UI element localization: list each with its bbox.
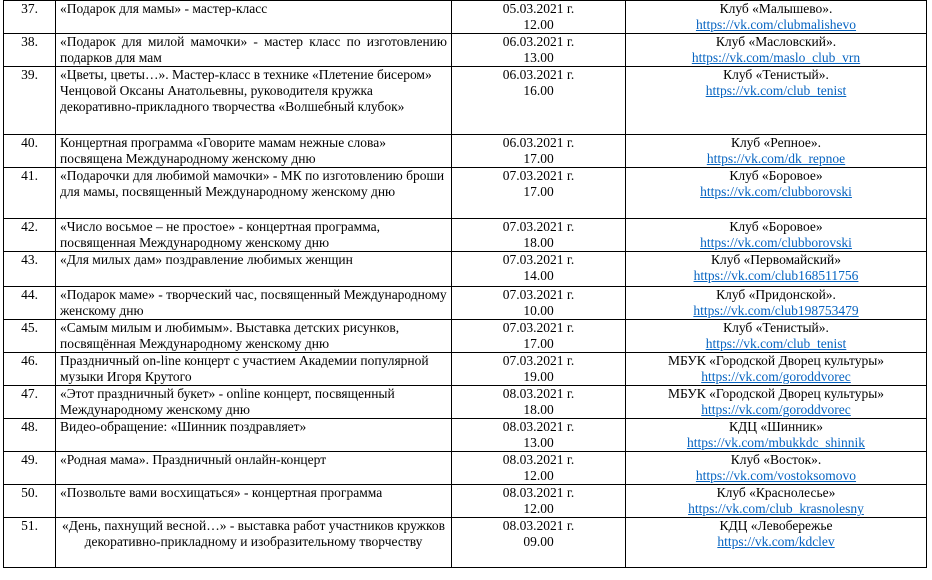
event-venue <box>626 168 927 219</box>
row-number: 44. <box>4 287 56 320</box>
event-date: 08.03.2021 г. <box>502 452 575 467</box>
venue-link[interactable]: https://vk.com/mbukkdc_shinnik <box>686 435 866 450</box>
event-time: 10.00 <box>523 303 554 318</box>
event-date: 07.03.2021 г. <box>502 320 575 335</box>
row-number: 50. <box>4 485 56 518</box>
event-title: «Самым милым и любимым». Выставка детских рисунков, посвящённая Международному женскому дню <box>56 320 452 353</box>
event-time: 18.00 <box>523 402 554 417</box>
event-venue <box>626 386 927 419</box>
event-title: «Подарок для милой мамочки» - мастер класс по изготовлению подарков для мам <box>56 34 452 67</box>
row-number: 49. <box>4 452 56 485</box>
venue-name: МБУК «Городской Дворец культуры» <box>667 353 885 368</box>
event-venue <box>626 135 927 168</box>
table-row <box>4 320 927 353</box>
event-time: 17.00 <box>523 184 554 199</box>
event-title: «Этот праздничный букет» - online концерт, посвященный Международному женскому дню <box>56 386 452 419</box>
event-datetime <box>452 219 626 252</box>
event-time: 17.00 <box>523 151 554 166</box>
event-date: 08.03.2021 г. <box>502 419 575 434</box>
event-title: «Родная мама». Праздничный онлайн-концерт <box>56 452 452 485</box>
venue-link[interactable]: https://vk.com/goroddvorec <box>701 402 851 417</box>
event-venue <box>626 353 927 386</box>
event-title: Концертная программа «Говорите мамам нежные слова» посвящена Международному женскому дню <box>56 135 452 168</box>
venue-name: Клуб «Малышево». <box>719 1 833 16</box>
table-row <box>4 452 927 485</box>
row-number: 37. <box>4 1 56 34</box>
row-number: 47. <box>4 386 56 419</box>
event-title: «Подарочки для любимой мамочки» - МК по изготовлению броши для мамы, посвященный Международному женскому дню <box>56 168 452 219</box>
event-datetime <box>452 452 626 485</box>
event-date: 06.03.2021 г. <box>502 135 575 150</box>
event-venue <box>626 1 927 34</box>
venue-link[interactable]: https://vk.com/vostoksomovo <box>695 468 857 483</box>
table-row <box>4 168 927 219</box>
venue-name: Клуб «Восток». <box>730 452 822 467</box>
venue-link[interactable]: https://vk.com/kdclev <box>717 534 835 549</box>
event-venue <box>626 452 927 485</box>
venue-link[interactable]: https://vk.com/club168511756 <box>693 268 859 283</box>
event-date: 06.03.2021 г. <box>502 67 575 82</box>
venue-name: КДЦ «Левобережье <box>719 518 833 533</box>
event-datetime <box>452 34 626 67</box>
event-title: «Для милых дам» поздравление любимых женщин <box>56 252 452 287</box>
event-time: 17.00 <box>523 336 554 351</box>
venue-name: Клуб «Краснолесье» <box>716 485 836 500</box>
row-number: 46. <box>4 353 56 386</box>
event-date: 07.03.2021 г. <box>502 168 575 183</box>
venue-link[interactable]: https://vk.com/club_tenist <box>705 336 847 351</box>
table-row <box>4 386 927 419</box>
row-number: 41. <box>4 168 56 219</box>
venue-name: Клуб «Репное». <box>730 135 822 150</box>
event-datetime <box>452 485 626 518</box>
event-time: 13.00 <box>523 435 554 450</box>
venue-name: Клуб «Придонской». <box>716 287 836 302</box>
venue-name: Клуб «Тенистый». <box>723 67 829 82</box>
event-title: «Подарок для мамы» - мастер-класс <box>56 1 452 34</box>
event-time: 12.00 <box>523 17 554 32</box>
table-row <box>4 219 927 252</box>
table-row <box>4 419 927 452</box>
event-title: «День, пахнущий весной…» - выставка работ участников кружков декоративно-прикладному и изобразительному творчеству <box>56 518 452 568</box>
row-number: 40. <box>4 135 56 168</box>
table-row <box>4 518 927 568</box>
venue-link[interactable]: https://vk.com/maslo_club_vrn <box>691 50 861 65</box>
venue-link[interactable]: https://vk.com/goroddvorec <box>701 369 851 384</box>
event-venue <box>626 419 927 452</box>
event-venue <box>626 287 927 320</box>
event-datetime <box>452 419 626 452</box>
venue-name: КДЦ «Шинник» <box>729 419 823 434</box>
venue-link[interactable]: https://vk.com/club198753479 <box>693 303 859 318</box>
event-venue <box>626 320 927 353</box>
event-venue <box>626 34 927 67</box>
event-venue <box>626 67 927 135</box>
event-venue <box>626 518 927 568</box>
event-title: «Подарок маме» - творческий час, посвященный Международному женскому дню <box>56 287 452 320</box>
event-datetime <box>452 386 626 419</box>
table-row <box>4 135 927 168</box>
event-time: 18.00 <box>523 235 554 250</box>
venue-name: МБУК «Городской Дворец культуры» <box>667 386 885 401</box>
venue-name: Клуб «Масловский». <box>715 34 837 49</box>
event-date: 06.03.2021 г. <box>502 34 575 49</box>
event-date: 07.03.2021 г. <box>502 219 575 234</box>
table-row <box>4 252 927 287</box>
row-number: 51. <box>4 518 56 568</box>
venue-link[interactable]: https://vk.com/dk_repnoe <box>706 151 846 166</box>
event-date: 07.03.2021 г. <box>502 287 575 302</box>
event-time: 19.00 <box>523 369 554 384</box>
event-venue <box>626 485 927 518</box>
table-row <box>4 353 927 386</box>
event-date: 07.03.2021 г. <box>502 353 575 368</box>
table-row <box>4 1 927 34</box>
event-datetime <box>452 67 626 135</box>
event-time: 13.00 <box>523 50 554 65</box>
row-number: 45. <box>4 320 56 353</box>
event-datetime <box>452 135 626 168</box>
venue-link[interactable]: https://vk.com/clubborovski <box>700 235 852 250</box>
event-title: Видео-обращение: «Шинник поздравляет» <box>56 419 452 452</box>
event-datetime <box>452 320 626 353</box>
event-venue <box>626 219 927 252</box>
venue-link[interactable]: https://vk.com/clubborovski <box>700 184 852 199</box>
event-datetime <box>452 252 626 287</box>
venue-name: Клуб «Тенистый». <box>723 320 829 335</box>
table-row <box>4 34 927 67</box>
table-row <box>4 287 927 320</box>
table-row <box>4 67 927 135</box>
event-time: 12.00 <box>523 468 554 483</box>
row-number: 39. <box>4 67 56 135</box>
event-datetime <box>452 1 626 34</box>
event-time: 12.00 <box>523 501 554 516</box>
event-title: «Позвольте вами восхищаться» - концертная программа <box>56 485 452 518</box>
events-table <box>3 0 927 568</box>
venue-name: Клуб «Первомайский» <box>711 252 841 267</box>
event-venue <box>626 252 927 287</box>
event-time: 09.00 <box>523 534 554 549</box>
row-number: 38. <box>4 34 56 67</box>
event-time: 14.00 <box>523 268 554 283</box>
event-date: 08.03.2021 г. <box>502 485 575 500</box>
event-date: 07.03.2021 г. <box>502 252 575 267</box>
event-date: 08.03.2021 г. <box>502 386 575 401</box>
venue-link[interactable]: https://vk.com/club_tenist <box>705 83 847 98</box>
event-title: «Цветы, цветы…». Мастер-класс в технике «Плетение бисером» Ченцовой Оксаны Анатольевны, руководителя кружка декоративно-прикладного творчества «Волшебный клубок» <box>56 67 452 135</box>
event-datetime <box>452 168 626 219</box>
row-number: 42. <box>4 219 56 252</box>
venue-name: Клуб «Боровое» <box>729 168 823 183</box>
event-datetime <box>452 287 626 320</box>
event-title: Праздничный on-line концерт с участием Академии популярной музыки Игоря Крутого <box>56 353 452 386</box>
event-date: 08.03.2021 г. <box>502 518 575 533</box>
row-number: 48. <box>4 419 56 452</box>
event-datetime <box>452 518 626 568</box>
venue-link[interactable]: https://vk.com/clubmalishevo <box>695 17 857 32</box>
event-time: 16.00 <box>523 83 554 98</box>
event-date: 05.03.2021 г. <box>502 1 575 16</box>
event-title: «Число восьмое – не простое» - концертная программа, посвященная Международному женскому дню <box>56 219 452 252</box>
venue-link[interactable]: https://vk.com/club_krasnolesny <box>688 501 864 516</box>
row-number: 43. <box>4 252 56 287</box>
event-datetime <box>452 353 626 386</box>
venue-name: Клуб «Боровое» <box>729 219 823 234</box>
table-row <box>4 485 927 518</box>
